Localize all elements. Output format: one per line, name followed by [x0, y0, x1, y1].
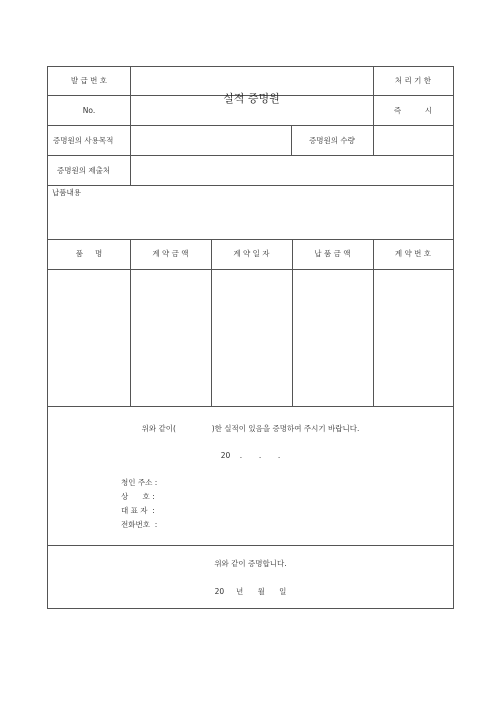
submit-to-label: 증명원의 제출처 [57, 166, 111, 175]
column-header: 계 약 금 액 [152, 249, 189, 258]
divider [48, 406, 453, 407]
divider [48, 125, 453, 126]
divider [373, 125, 374, 155]
divider [130, 239, 131, 406]
divider [48, 239, 453, 240]
deadline-value: 즉 시 [393, 106, 433, 115]
issue-number-label: 발 급 번 호 [70, 76, 108, 85]
column-header: 품 명 [75, 249, 103, 258]
divider [211, 239, 212, 406]
delivery-label: 납품내용 [52, 188, 81, 197]
column-header: 납 품 금 액 [314, 249, 351, 258]
purpose-label: 증명원의 사용목적 [53, 136, 114, 145]
divider [48, 545, 453, 546]
request-date: 20 . . . [220, 451, 281, 460]
phone-label: 전화번호 : [121, 520, 158, 529]
column-header: 계 약 번 호 [394, 249, 432, 258]
request-statement: 위와 같이( )한 실적이 있음을 증명하여 주시기 바랍니다. [141, 424, 360, 433]
divider [373, 239, 374, 406]
certify-statement: 위와 같이 증명합니다. [214, 559, 287, 568]
column-header: 계 약 일 자 [233, 249, 270, 258]
divider [48, 185, 453, 186]
document-title: 실적 증명원 [223, 92, 280, 105]
certify-date: 20 년 월 일 [214, 587, 287, 596]
quantity-label: 증명원의 수량 [309, 136, 355, 145]
representative-label: 대 표 자 : [121, 506, 155, 515]
certificate-form [47, 66, 454, 609]
divider [48, 269, 453, 270]
deadline-label: 처 리 기 한 [394, 76, 432, 85]
divider [130, 67, 131, 185]
company-label: 상 호 : [121, 492, 155, 501]
divider [48, 155, 453, 156]
divider [48, 95, 130, 96]
divider [292, 239, 293, 406]
applicant-address-label: 청인 주소 : [121, 478, 158, 487]
number-label: No. [82, 106, 96, 115]
